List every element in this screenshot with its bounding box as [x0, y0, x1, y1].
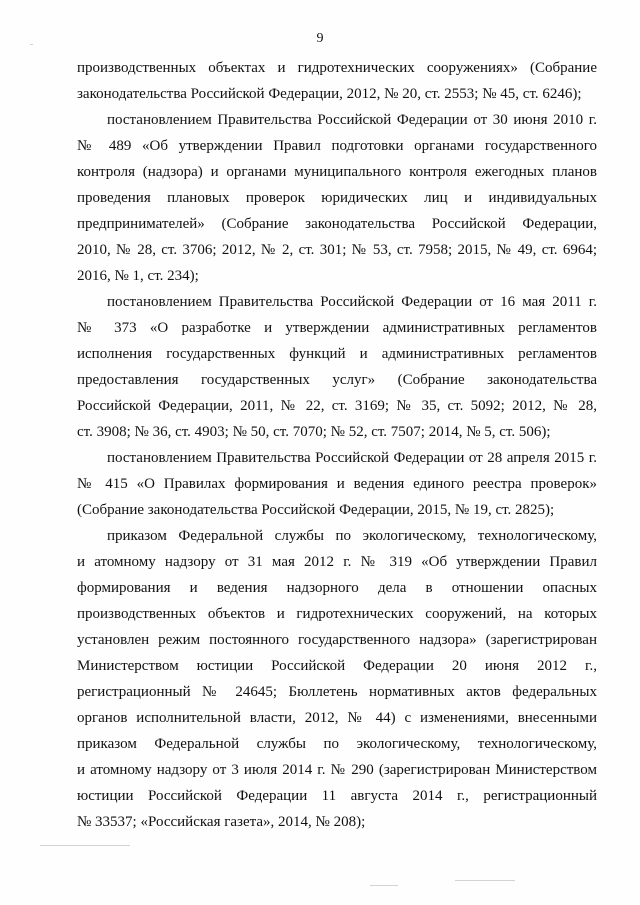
text-line: Российской Федерации, 2011, № 22, ст. 3169; № 35, ст. 5092; 2012, № 28, [77, 398, 597, 414]
text-line: (Собрание законодательства Российской Федерации, 2015, № 19, ст. 2825); [77, 502, 555, 518]
text-line: предпринимателей» (Собрание законодательства Российской Федерации, [77, 216, 597, 232]
text-line: юстиции Российской Федерации 11 августа 2014 г., регистрационный [77, 788, 597, 804]
text-line: № 373 «О разработке и утверждении административных регламентов [77, 320, 597, 336]
text-line: и атомному надзору от 31 мая 2012 г. № 319 «Об утверждении Правил [77, 554, 597, 570]
scan-speck [455, 880, 515, 881]
text-line: производственных объектов и гидротехнических сооружений, на которых [77, 606, 597, 622]
page-number: 9 [316, 31, 324, 46]
text-line: постановлением Правительства Российской Федерации от 28 апреля 2015 г. [107, 450, 597, 466]
text-line: производственных объектах и гидротехнических сооружениях» (Собрание [77, 60, 597, 76]
text-line: предоставления государственных услуг» (Собрание законодательства [77, 372, 597, 388]
text-line: № 415 «О Правилах формирования и ведения единого реестра проверок» [77, 476, 597, 492]
text-line: контроля (надзора) и органами муниципального контроля ежегодных планов [77, 164, 597, 180]
text-line: проведения плановых проверок юридических лиц и индивидуальных [77, 190, 597, 206]
text-line: № 489 «Об утверждении Правил подготовки органами государственного [77, 138, 597, 154]
text-line: органов исполнительной власти, 2012, № 44) с изменениями, внесенными [77, 710, 597, 726]
text-line: Министерством юстиции Российской Федерации 20 июня 2012 г., [77, 658, 597, 674]
text-line: постановлением Правительства Российской Федерации от 16 мая 2011 г. [107, 294, 597, 310]
text-line: формирования и ведения надзорного дела в отношении опасных [77, 580, 597, 596]
text-line: установлен режим постоянного государственного надзора» (зарегистрирован [77, 632, 597, 648]
text-line: приказом Федеральной службы по экологическому, технологическому, [107, 528, 597, 544]
scan-speck [40, 845, 130, 846]
text-line: приказом Федеральной службы по экологическому, технологическому, [77, 736, 597, 752]
text-line: 2016, № 1, ст. 234); [77, 268, 199, 284]
text-line: 2010, № 28, ст. 3706; 2012, № 2, ст. 301; № 53, ст. 7958; 2015, № 49, ст. 6964; [77, 242, 597, 258]
text-line: и атомному надзору от 3 июля 2014 г. № 290 (зарегистрирован Министерством [77, 762, 597, 778]
text-line: регистрационный № 24645; Бюллетень нормативных актов федеральных [77, 684, 597, 700]
text-line: постановлением Правительства Российской Федерации от 30 июня 2010 г. [107, 112, 597, 128]
text-line: исполнения государственных функций и административных регламентов [77, 346, 597, 362]
scan-speck [30, 44, 33, 45]
scan-speck [370, 885, 398, 886]
text-line: законодательства Российской Федерации, 2012, № 20, ст. 2553; № 45, ст. 6246); [77, 86, 582, 102]
text-line: № 33537; «Российская газета», 2014, № 208); [77, 814, 366, 830]
text-line: ст. 3908; № 36, ст. 4903; № 50, ст. 7070; № 52, ст. 7507; 2014, № 5, ст. 506); [77, 424, 551, 440]
